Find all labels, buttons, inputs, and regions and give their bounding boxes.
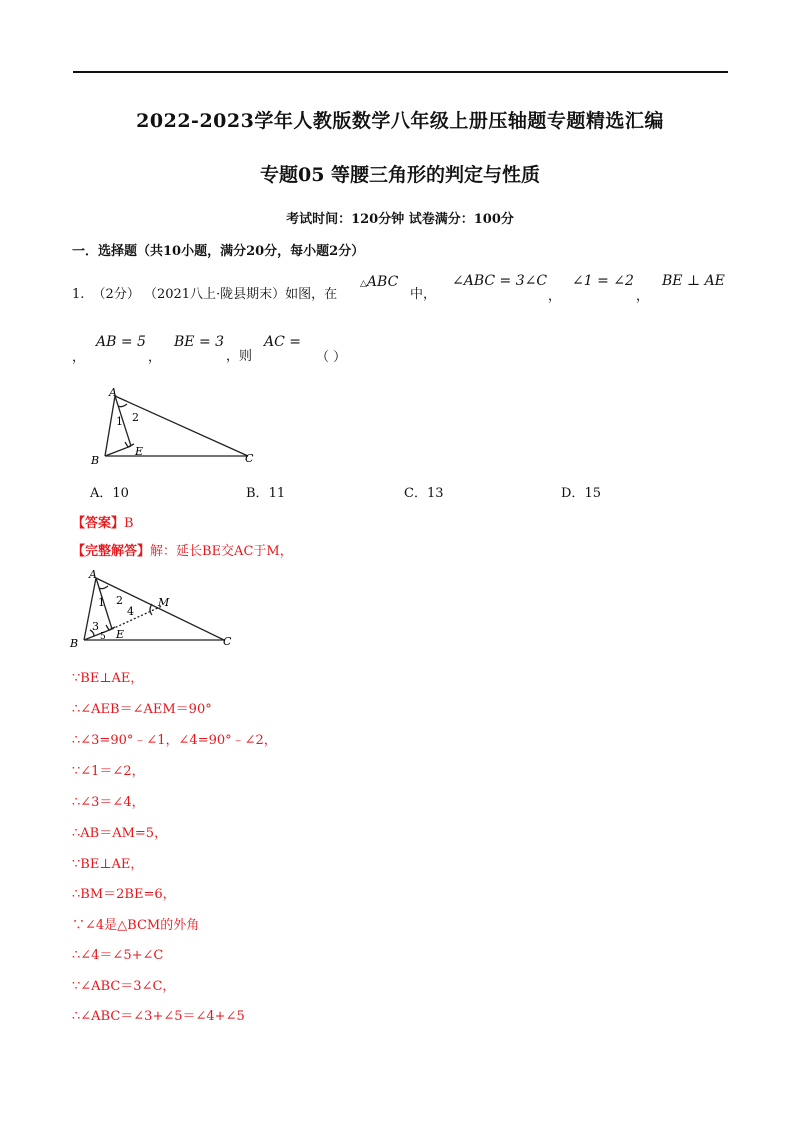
- label-b: B: [91, 454, 100, 467]
- solution-intro: 解：延长BE交AC于M，: [150, 544, 293, 559]
- segment-ab: [105, 396, 115, 456]
- condition-angle-abc: ∠ABC = 3∠C: [452, 273, 548, 289]
- solution-step-12: ∴∠ABC＝∠3+∠5＝∠4+∠5: [72, 1009, 245, 1024]
- label-c: C: [245, 452, 254, 465]
- solution-step-10: ∴∠4＝∠5+∠C: [72, 948, 164, 963]
- option-b-letter: B．: [246, 486, 269, 501]
- label-angle-4: 4: [127, 605, 134, 618]
- solution-step-8: ∴BM＝2BE=6，: [72, 887, 176, 902]
- label-b-2: B: [70, 637, 79, 650]
- comma-4: ，: [148, 350, 162, 365]
- middle-word: 中，: [410, 287, 437, 302]
- triangle-name: ABC: [366, 274, 399, 290]
- comma-3: ，: [72, 350, 86, 365]
- answer-blank: （ ）: [316, 350, 347, 365]
- solution-figure: [66, 566, 246, 650]
- label-angle-3: 3: [92, 620, 99, 633]
- segment-em-dashed: [112, 606, 162, 629]
- label-angle-5: 5: [100, 632, 106, 642]
- label-angle-1: 1: [116, 415, 123, 428]
- segment-be: [105, 446, 131, 456]
- question-figure: [85, 384, 265, 469]
- label-e-2: E: [116, 628, 125, 641]
- label-m: M: [158, 596, 170, 609]
- solution-step-2: ∴∠AEB＝∠AEM＝90°: [72, 702, 212, 717]
- angle-arc-a: [99, 586, 108, 589]
- page-subtitle: 专题05 等腰三角形的判定与性质: [259, 164, 541, 186]
- option-d: [561, 482, 601, 501]
- option-c-letter: C．: [404, 486, 427, 501]
- question-source: （2021八上·陇县期末）如图，在: [143, 287, 338, 302]
- condition-angle-equal: ∠1 = ∠2: [572, 273, 634, 289]
- solution-step-6: ∴AB＝AM=5，: [72, 826, 168, 841]
- comma-2: ，: [636, 289, 650, 304]
- option-d-value: 15: [584, 486, 601, 501]
- triangle-abc: [360, 274, 398, 290]
- comma-5: ，则: [226, 349, 253, 364]
- exam-info: 考试时间：120分钟 试卷满分：100分: [286, 212, 514, 227]
- condition-perpendicular: BE ⊥ AE: [662, 273, 725, 289]
- label-e: E: [135, 445, 144, 458]
- angle-arc: [118, 404, 127, 407]
- condition-ab: AB = 5: [96, 334, 146, 350]
- label-angle-2-2: 2: [116, 594, 123, 607]
- label-c-2: C: [223, 635, 232, 648]
- solution-step-11: ∵∠ABC＝3∠C，: [72, 979, 176, 994]
- triangle-symbol: △: [360, 279, 367, 289]
- solution-step-5: ∴∠3＝∠4，: [72, 795, 145, 810]
- option-c-value: 13: [426, 486, 444, 501]
- solution-step-1: ∵BE⊥AE，: [72, 671, 144, 686]
- option-a-value: 10: [112, 486, 129, 501]
- ask-ac: AC =: [264, 334, 302, 350]
- option-a-letter: A．: [90, 486, 113, 501]
- label-angle-1-2: 1: [98, 596, 105, 609]
- option-b-value: 11: [268, 486, 286, 501]
- solution-step-4: ∵∠1＝∠2，: [72, 764, 145, 779]
- solution-step-9: ∵∠4是△BCM的外角: [72, 918, 200, 933]
- section-heading: 一．选择题（共10小题，满分20分，每小题2分）: [72, 244, 365, 259]
- question-score: （2分）: [92, 287, 140, 302]
- top-rule: [73, 71, 728, 73]
- angle-arc-m: [150, 604, 152, 615]
- answer-line: [72, 512, 134, 531]
- solution-tag: 【完整解答】: [72, 544, 151, 559]
- option-b: [246, 482, 285, 501]
- answer-value: B: [124, 516, 134, 531]
- page-title: 2022-2023学年人教版数学八年级上册压轴题专题精选汇编: [136, 110, 664, 132]
- label-a-2: A: [89, 568, 97, 581]
- comma-1: ，: [548, 289, 562, 304]
- option-d-letter: D．: [561, 486, 585, 501]
- option-a: [90, 482, 129, 501]
- label-a: A: [109, 386, 117, 399]
- question-number-text: 1.: [72, 287, 85, 302]
- label-angle-2: 2: [132, 411, 139, 424]
- solution-step-3: ∴∠3=90°﹣∠1，∠4=90°﹣∠2，: [72, 733, 277, 748]
- option-c: [404, 482, 444, 501]
- question-number: [72, 283, 337, 302]
- solution-step-7: ∵BE⊥AE，: [72, 857, 144, 872]
- condition-be: BE = 3: [174, 334, 225, 350]
- solution-header: [72, 540, 293, 559]
- answer-tag: 【答案】: [72, 516, 125, 531]
